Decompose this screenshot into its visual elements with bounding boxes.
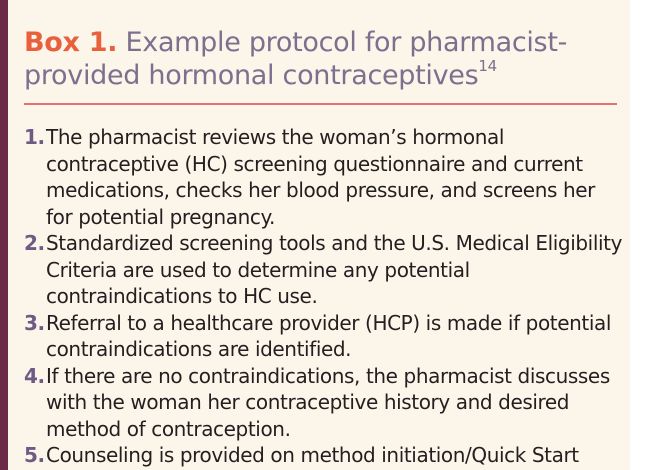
list-item-number: 5.: [24, 443, 45, 467]
protocol-list: [24, 124, 622, 469]
list-item: [24, 310, 622, 363]
box-title: [24, 26, 624, 92]
list-item-number: 1.: [24, 125, 45, 149]
list-item: [24, 230, 622, 310]
list-item-text: Standardized screening tools and the U.S. Medical Eligibility Criteria are used to determine any potential contraindications to HC use.: [46, 231, 623, 308]
list-item-text: The pharmacist reviews the woman’s hormonal contraceptive (HC) screening questionnaire and current medications, checks her blood pressure, and screens her for potential pregnancy.: [46, 125, 595, 229]
list-item-text: If there are no contraindications, the pharmacist discusses with the woman her contraceptive history and desired method of contraception.: [46, 363, 610, 441]
list-item: [24, 363, 622, 443]
box-title-text: Example protocol for pharmacist-provided hormonal contraceptives: [24, 27, 568, 91]
title-divider: [24, 103, 617, 105]
reference-superscript: 14: [478, 57, 497, 75]
list-item-number: 3.: [24, 310, 45, 335]
list-item-text: Referral to a healthcare provider (HCP) is made if potential contraindications are identified.: [46, 310, 612, 361]
list-item-text: Counseling is provided on method initiation/Quick Start: [46, 443, 579, 467]
list-item: [24, 442, 622, 469]
list-item-number: 4.: [24, 363, 45, 388]
list-item: [24, 124, 622, 230]
box-label: Box 1.: [24, 27, 118, 58]
list-item-number: 2.: [24, 231, 45, 255]
